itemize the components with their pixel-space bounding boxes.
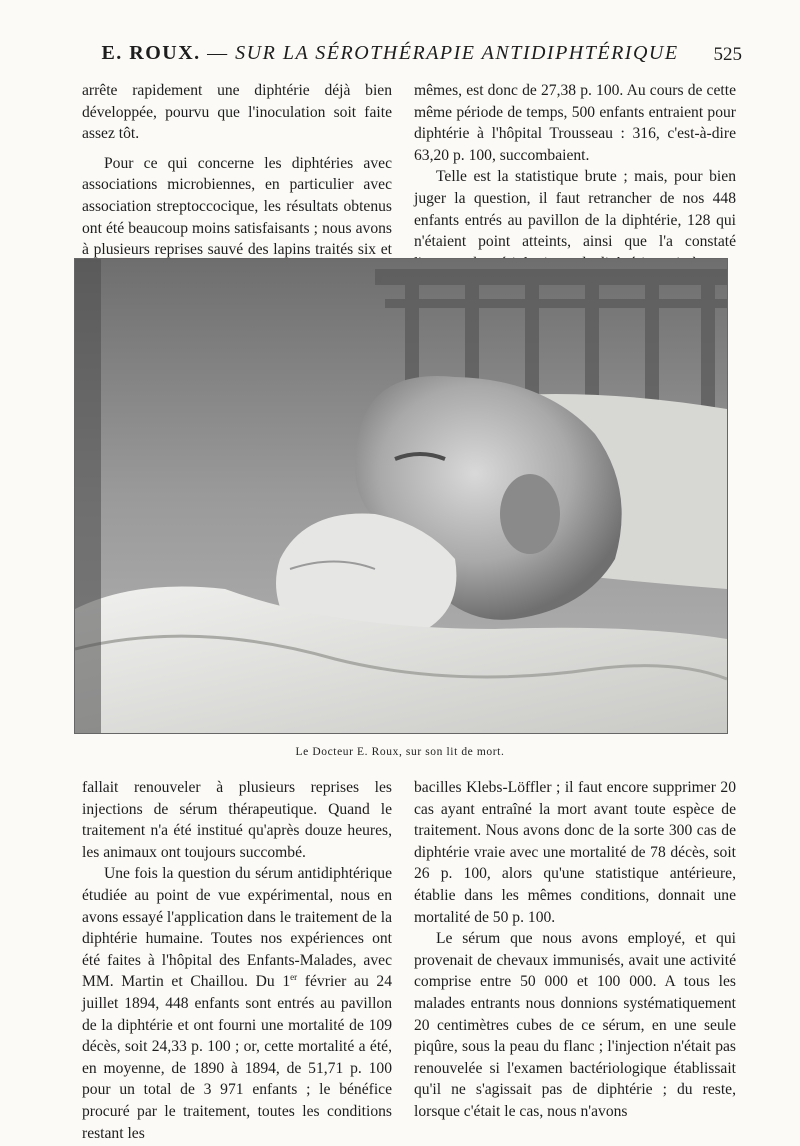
bottom-right-column bbox=[414, 777, 736, 1123]
header-title: SUR LA SÉROTHÉRAPIE ANTIDIPHTÉRIQUE bbox=[235, 42, 679, 64]
paragraph: arrête rapidement une diphtérie déjà bien développée, pourvu que l'inoculation soit faite assez tôt. bbox=[82, 82, 392, 143]
header-author: E. ROUX. bbox=[101, 42, 201, 64]
figure-caption: Le Docteur E. Roux, sur son lit de mort. bbox=[295, 746, 505, 758]
running-title bbox=[80, 42, 700, 65]
paragraph bbox=[82, 863, 392, 1144]
paragraph: fallait renouveler à plusieurs reprises les injections de sérum thérapeutique. Quand le traitement n'a été institué qu'après douze heures, les animaux ont toujours succombé. bbox=[82, 779, 392, 861]
header-dash: — bbox=[207, 42, 229, 64]
paragraph-text: février au 24 juillet 1894, 448 enfants sont entrés au pavillon de la diphtérie et ont fourni une mortalité de 109 décès, soit 24,33 p. 100 ; or, cette mortalité a été, en moyenne, de 1890 à 1894, de 51,71 p. 100 pour un total de 3 971 enfants ; le bénéfice procuré par le traitement, toutes les conditions restant les bbox=[82, 973, 393, 1142]
superscript: er bbox=[290, 972, 298, 983]
paragraph: Le sérum que nous avons employé, et qui provenait de chevaux immunisés, avait une activité comprise entre 50 000 et 100 000. A tous les malades entrants nous donnions systématiquement 20 centimètres cubes de ce sérum, en une seule piqûre, sous la peau du flanc ; l'injection n'était pas renouvelée si l'examen bactériologique établissait qu'il ne s'agissait pas de diphtérie ; du reste, lorsque c'était le cas, nous n'avons bbox=[414, 930, 736, 1120]
paragraph: mêmes, est donc de 27,38 p. 100. Au cours de cette même période de temps, 500 enfants entraient pour diphtérie à l'hôpital Trousseau : 316, c'est-à-dire 63,20 p. 100, succombaient. bbox=[414, 82, 736, 164]
photo-illustration bbox=[75, 259, 727, 733]
page-number: 525 bbox=[713, 44, 742, 65]
paragraph-text: Une fois la question du sérum antidiphtérique étudiée au point de vue expérimental, nous en avons essayé l'application dans le traitement de la diphtérie humaine. Toutes nos expériences ont été faites à l'hôpital des Enfants-Malades, avec MM. Martin et Chaillou. Du 1 bbox=[82, 865, 392, 991]
bottom-left-column bbox=[82, 777, 392, 1144]
deathbed-photograph bbox=[74, 258, 728, 734]
paragraph: Telle est la statistique brute ; mais, pour bien juger la question, il faut retrancher de nos 448 enfants entrés au pavillon de la diphtérie, 128 qui n'étaient point atteints, ainsi que l'a constaté bbox=[414, 168, 736, 251]
running-header bbox=[0, 40, 800, 70]
top-left-column bbox=[82, 80, 392, 282]
paragraph: bacilles Klebs-Löffler ; il faut encore supprimer 20 cas ayant entraîné la mort avant toute espèce de traitement. Nous avons donc de la sorte 300 cas de diphtérie vraie avec une mortalité de 78 décès, soit 26 p. 100, alors qu'une statistique antérieure, établie dans les mêmes conditions, donnait une mortalité de 50 p. 100. bbox=[414, 779, 736, 926]
paragraph: Pour ce qui concerne les diphtéries avec associations microbiennes, en particulier avec association streptoccocique, les résultats obtenus ont été beaucoup moins satisfaisants ; nous avons à plusieurs reprises sauvé des lapins traités six et bbox=[82, 154, 392, 259]
top-right-column bbox=[414, 80, 736, 274]
